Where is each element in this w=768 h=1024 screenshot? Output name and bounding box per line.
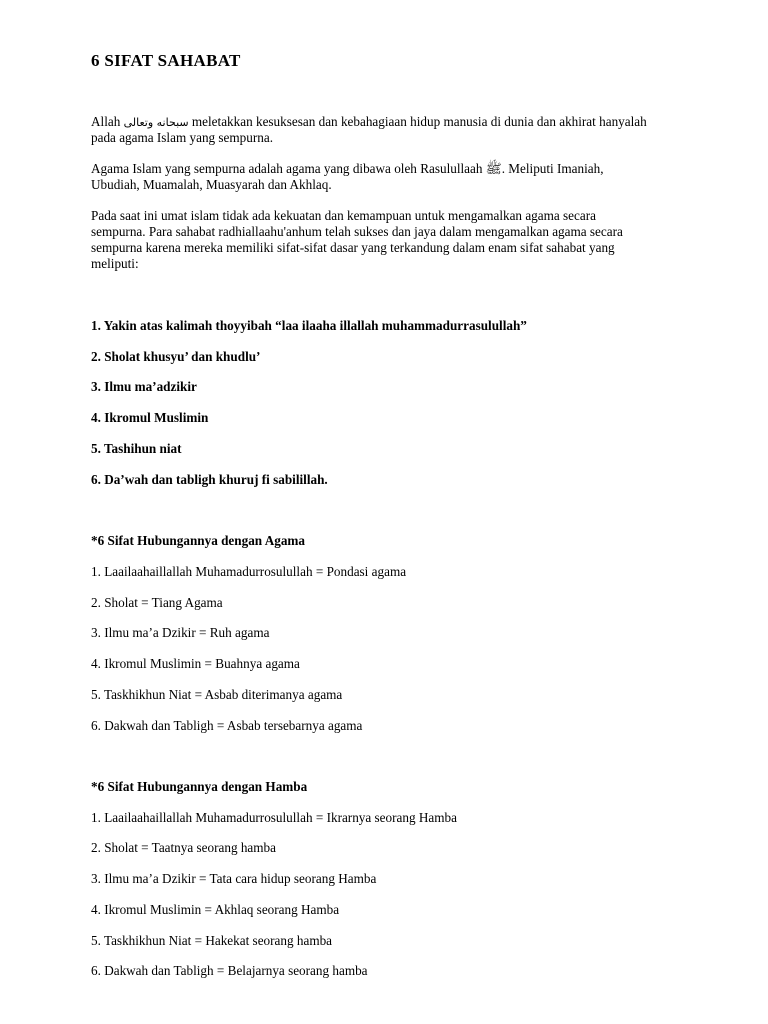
intro-paragraph-2-line-2: Ubudiah, Muamalah, Muasyarah dan Akhlaq.: [91, 177, 332, 192]
page-title: 6 SIFAT SAHABAT: [91, 51, 241, 70]
hamba-list-item: 5. Taskhikhun Niat = Hakekat seorang hamba: [91, 933, 333, 948]
intro-paragraph-3-line-1: Pada saat ini umat islam tidak ada kekuatan dan kemampuan untuk mengamalkan agama secara: [91, 208, 596, 223]
arabic-honorific: سبحانه وتعالى: [123, 116, 189, 129]
agama-section-heading: *6 Sifat Hubungannya dengan Agama: [91, 533, 305, 548]
hamba-list-item: 1. Laailaahaillallah Muhamadurrosulullah = Ikrarnya seorang Hamba: [91, 810, 457, 825]
sifat-item: 4. Ikromul Muslimin: [91, 410, 209, 425]
agama-list-item: 4. Ikromul Muslimin = Buahnya agama: [91, 656, 300, 671]
sifat-item: 2. Sholat khusyu’ dan khudlu’: [91, 349, 261, 364]
hamba-list-item: 3. Ilmu ma’a Dzikir = Tata cara hidup seorang Hamba: [91, 871, 377, 886]
agama-list-item: 1. Laailaahaillallah Muhamadurrosulullah = Pondasi agama: [91, 564, 407, 579]
sifat-item: 3. Ilmu ma’adzikir: [91, 379, 197, 394]
intro-paragraph-2-line-1: Agama Islam yang sempurna adalah agama yang dibawa oleh Rasulullaah ﷺ. Meliputi Imaniah,: [91, 161, 604, 176]
intro-paragraph-3-line-2: sempurna. Para sahabat radhiallaahu'anhum telah sukses dan jaya dalam mengamalkan agama secara: [91, 224, 623, 239]
intro-paragraph-3-line-3: sempurna karena mereka memiliki sifat-sifat dasar yang terkandung dalam enam sifat sahabat yang: [91, 240, 615, 255]
allah-word: Allah: [91, 114, 121, 129]
hamba-list-item: 2. Sholat = Taatnya seorang hamba: [91, 840, 276, 855]
agama-list-item: 5. Taskhikhun Niat = Asbab diterimanya agama: [91, 687, 343, 702]
intro-paragraph-1-line-2: pada agama Islam yang sempurna.: [91, 130, 273, 145]
intro-paragraph-1-line-1: [91, 114, 647, 131]
agama-list-item: 6. Dakwah dan Tabligh = Asbab tersebarnya agama: [91, 718, 363, 733]
agama-list-item: 2. Sholat = Tiang Agama: [91, 595, 223, 610]
agama-list-item: 3. Ilmu ma’a Dzikir = Ruh agama: [91, 625, 270, 640]
sifat-item: 6. Da’wah dan tabligh khuruj fi sabilillah.: [91, 472, 328, 487]
hamba-list-item: 6. Dakwah dan Tabligh = Belajarnya seorang hamba: [91, 963, 368, 978]
sifat-item: 1. Yakin atas kalimah thoyyibah “laa ilaaha illallah muhammadurrasulullah”: [91, 318, 527, 333]
sifat-item: 5. Tashihun niat: [91, 441, 182, 456]
hamba-section-heading: *6 Sifat Hubungannya dengan Hamba: [91, 779, 308, 794]
hamba-list-item: 4. Ikromul Muslimin = Akhlaq seorang Hamba: [91, 902, 340, 917]
intro-p1-rest: meletakkan kesuksesan dan kebahagiaan hidup manusia di dunia dan akhirat hanyalah: [188, 114, 647, 129]
intro-paragraph-3-line-4: meliputi:: [91, 256, 139, 271]
